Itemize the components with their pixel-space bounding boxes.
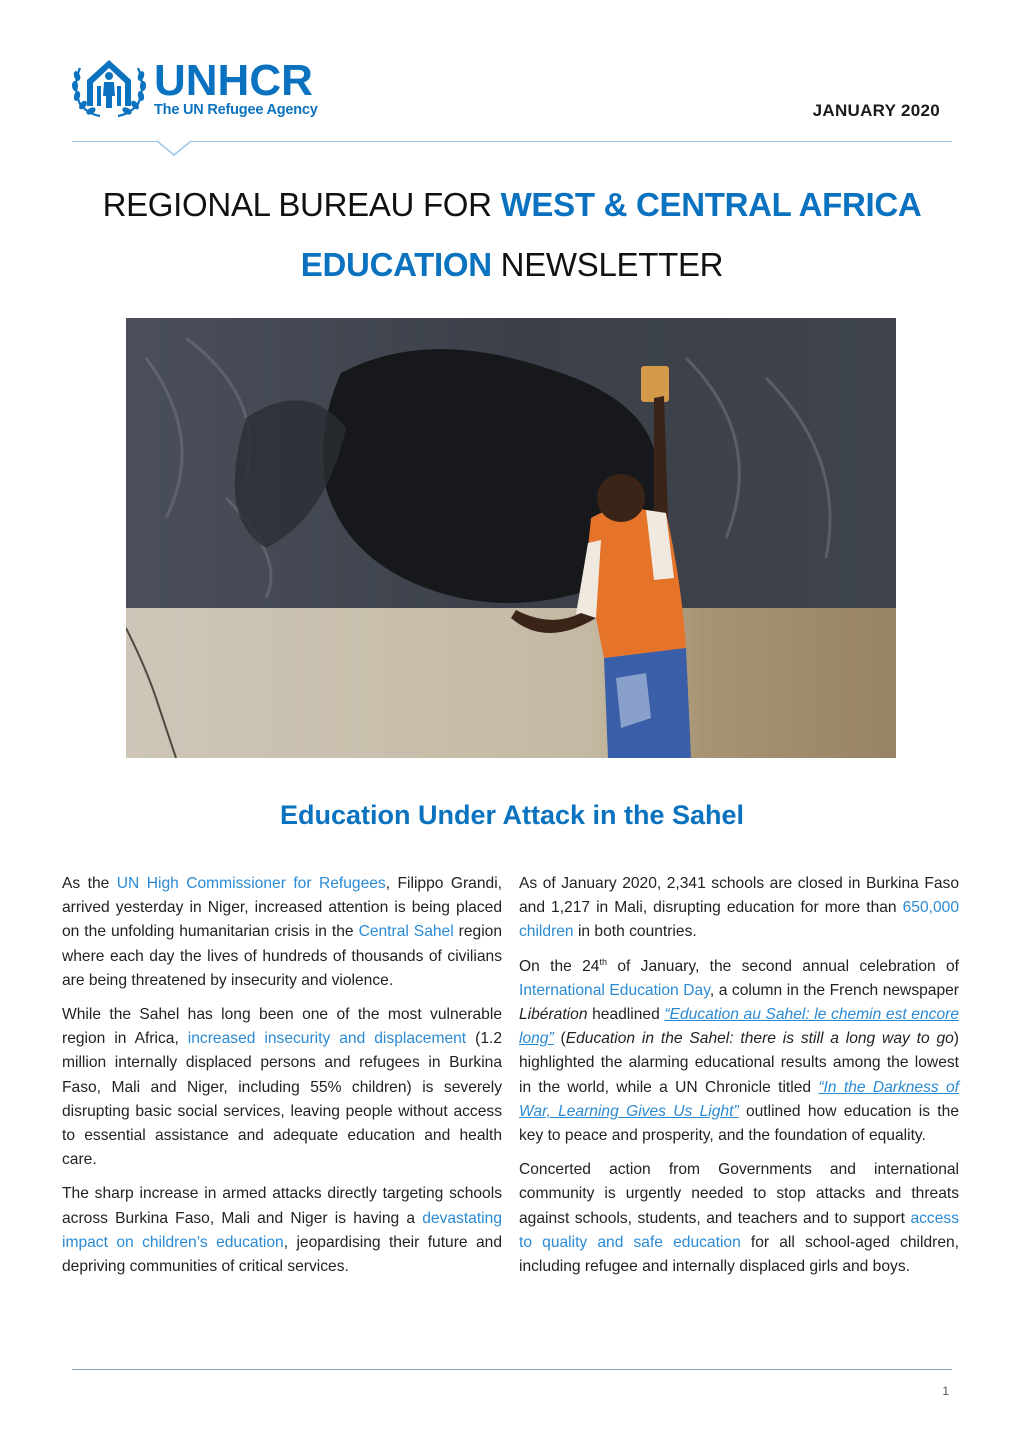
chevron-down-icon <box>157 140 191 158</box>
issue-date: JANUARY 2020 <box>812 101 940 120</box>
paragraph <box>519 872 959 945</box>
newsletter-title-line2 <box>0 246 1024 284</box>
text: Concerted action from Governments and international community is urgently needed to stop attacks and threats against schools, students, and teachers and to support <box>519 1161 959 1227</box>
page-number: 1 <box>942 1384 949 1398</box>
article-title: Education Under Attack in the Sahel <box>279 800 745 830</box>
hero-photo <box>126 318 896 758</box>
paragraph <box>519 1158 959 1279</box>
text: As of January 2020, 2,341 schools are closed in Burkina Faso and 1,217 in Mali, disrupting education for more than <box>519 875 959 917</box>
unhcr-emblem-icon <box>70 56 148 122</box>
ordinal-suffix: th <box>599 956 607 967</box>
title-region: WEST & CENTRAL AFRICA <box>500 186 922 223</box>
child-at-chalkboard-image <box>126 318 896 758</box>
link-central-sahel[interactable]: Central Sahel <box>358 923 454 941</box>
text: region where each day the lives of hundreds of thousands of civilians are being threatened by insecurity and violence. <box>62 923 503 989</box>
text: (1.2 million internally displaced persons and refugees in Burkina Faso, Mali and Niger, including 55% children) is severely disrupting basic social services, leaving people without access to essential assistance and adequate education and health care. <box>62 1030 502 1169</box>
paragraph <box>62 872 502 993</box>
logo-tagline: The UN Refugee Agency <box>154 101 318 118</box>
text: The sharp increase in armed attacks directly targeting schools across Burkina Faso, Mali and Niger is having a <box>62 1185 502 1227</box>
paragraph <box>62 1003 502 1172</box>
link-devastating-impact[interactable]: devastating impact on children’s education <box>62 1209 502 1251</box>
article-left-column <box>62 872 502 1289</box>
link-liberation-article[interactable]: “Education au Sahel: le chemin est encore long” <box>519 1006 959 1048</box>
link-un-high-commissioner[interactable]: UN High Commissioner for Refugees <box>116 875 386 892</box>
article-right-column <box>519 872 959 1289</box>
text: ) highlighted the alarming educational results among the lowest in the world, while a UN Chronicle titled <box>519 1030 959 1096</box>
newsletter-title-line1 <box>0 186 1024 224</box>
text: of January, the second annual celebration of <box>607 957 960 975</box>
newspaper-name: Libération <box>519 1006 588 1024</box>
header-divider <box>72 141 952 142</box>
text: outlined how education is the key to peace and prosperity, and the foundation of equality. <box>519 1102 959 1145</box>
text: in both countries. <box>573 923 697 941</box>
text: While the Sahel has long been one of the most vulnerable region in Africa, <box>62 1006 502 1048</box>
title-plain: REGIONAL BUREAU FOR <box>102 186 501 223</box>
text: for all school-aged children, including refugee and internally displaced girls and boys. <box>519 1233 959 1276</box>
logo-wordmark: UNHCR <box>154 55 313 105</box>
title-newsletter: NEWSLETTER <box>491 246 724 283</box>
link-650000-children[interactable]: 650,000 children <box>519 899 959 941</box>
paragraph <box>62 1182 502 1279</box>
link-insecurity-displacement[interactable]: increased insecurity and displacement <box>187 1030 467 1048</box>
text: On the 24 <box>519 957 600 975</box>
link-un-chronicle-article[interactable]: “In the Darkness of War, Learning Gives Us Light” <box>519 1078 960 1120</box>
text: , jeopardising their future and depriving communities of critical services. <box>62 1233 502 1276</box>
title-education: EDUCATION <box>300 246 492 283</box>
text: , a column in the French newspaper <box>709 981 959 999</box>
paragraph <box>519 955 959 1149</box>
translation: Education in the Sahel: there is still a long way to go <box>565 1030 954 1048</box>
link-international-education-day[interactable]: International Education Day <box>519 981 710 999</box>
text: headlined <box>587 1006 665 1024</box>
link-access-quality-education[interactable]: access to quality and safe education <box>519 1209 959 1251</box>
footer-divider <box>72 1369 952 1370</box>
unhcr-logo <box>70 56 318 122</box>
text: As the <box>62 875 117 892</box>
text: ( <box>553 1030 566 1048</box>
text: , Filippo Grandi, arrived yesterday in Niger, increased attention is being placed on the unfolding humanitarian crisis in the <box>62 875 502 941</box>
